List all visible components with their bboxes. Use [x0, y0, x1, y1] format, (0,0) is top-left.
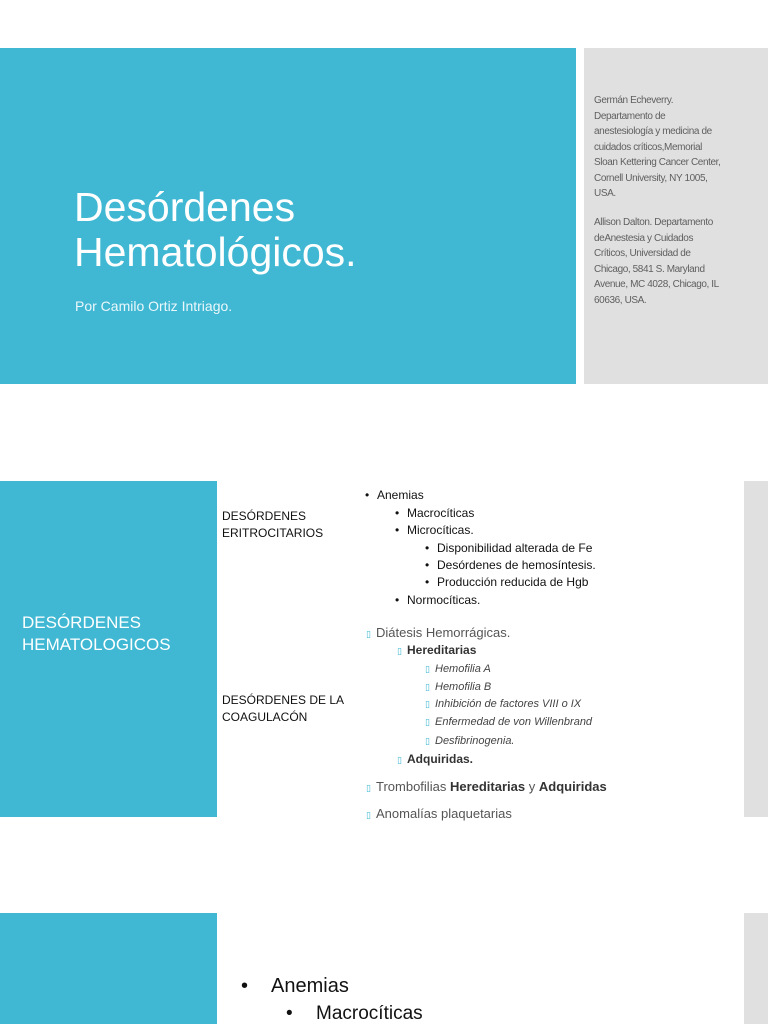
list-item	[425, 696, 581, 712]
list-item	[425, 574, 588, 590]
label-line: DESÓRDENES	[222, 509, 307, 523]
list-item	[366, 806, 512, 823]
credit-line: cuidados críticos,Memorial	[594, 141, 702, 153]
triangle-bullet-icon: ▯	[425, 664, 430, 674]
label-line: DESÓRDENES DE LA	[222, 693, 345, 707]
list-item-text: Macrocíticas	[407, 506, 475, 520]
triangle-bullet-icon: ▯	[366, 629, 371, 639]
credit-line: Departamento de	[594, 110, 666, 122]
bullet-icon: •	[395, 506, 400, 520]
triangle-bullet-icon: ▯	[366, 810, 371, 820]
list-item-text: Hereditarias	[449, 779, 526, 794]
triangle-bullet-icon: ▯	[366, 783, 371, 793]
list-item-text: Desórdenes de hemosíntesis.	[437, 558, 596, 572]
list-item-text: Hereditarias	[407, 643, 477, 657]
bullet-icon: •	[425, 575, 430, 589]
list-item	[366, 779, 607, 796]
credit-line: Allison Dalton. Departamento	[594, 217, 713, 228]
triangle-bullet-icon: ▯	[425, 717, 430, 727]
triangle-bullet-icon: ▯	[425, 699, 430, 709]
bullet-icon: •	[395, 523, 400, 537]
list-item-text: Enfermedad de von Willenbrand	[435, 716, 593, 728]
bullet-icon: •	[365, 488, 370, 502]
triangle-bullet-icon: ▯	[425, 682, 430, 692]
list-item	[425, 540, 592, 556]
credit-line: Críticos, Universidad de	[594, 248, 691, 259]
credit-echeverry	[594, 93, 762, 202]
list-item	[425, 661, 491, 677]
slide-title-line-2: Hematológicos.	[74, 229, 357, 275]
list-item	[241, 975, 349, 998]
slide-title	[74, 185, 554, 275]
slide-subtitle: Por Camilo Ortiz Intriago.	[75, 298, 233, 314]
list-item	[395, 592, 480, 608]
section-title-line: DESÓRDENES	[22, 613, 142, 632]
bullet-icon: •	[395, 593, 400, 607]
list-item	[397, 751, 473, 768]
list-item	[395, 505, 474, 521]
list-item-text: Hemofilia B	[435, 681, 492, 693]
list-item-text: Anemias	[271, 975, 349, 997]
triangle-bullet-icon: ▯	[397, 755, 402, 765]
credit-line: anestesiología y medicina de	[594, 126, 712, 137]
section-title-line: HEMATOLOGICOS	[22, 635, 171, 654]
list-item-text: Inhibición de factores VIII o IX	[435, 698, 582, 710]
list-item-text: y	[528, 779, 536, 794]
list-item-text: Hemofilia A	[435, 663, 491, 675]
next-slide-panel	[0, 913, 217, 1024]
credit-line: 60636, USA.	[594, 294, 647, 306]
credit-line: Cornell University, NY 1005,	[594, 172, 708, 184]
credit-line: Germán Echeverry.	[594, 95, 674, 106]
list-item	[397, 642, 476, 659]
bullet-icon: •	[425, 541, 430, 555]
list-item	[366, 625, 510, 642]
triangle-bullet-icon: ▯	[425, 736, 430, 746]
bullet-icon: •	[241, 975, 249, 997]
list-item-text: Producción reducida de Hgb	[437, 575, 589, 589]
list-item	[286, 1003, 423, 1025]
list-item-text: Anemias	[377, 488, 424, 502]
list-item-text: Normocíticas.	[407, 593, 481, 607]
list-item	[425, 733, 515, 749]
list-item	[425, 679, 491, 695]
list-item	[365, 487, 424, 503]
list-item-text: Adquiridas	[538, 779, 607, 794]
list-item-text: Adquiridas.	[407, 752, 474, 766]
credit-line: deAnestesia y Cuidados	[594, 232, 694, 244]
bullet-icon: •	[425, 558, 430, 572]
bullet-icon: •	[286, 1003, 293, 1024]
label-coagulacion	[222, 692, 344, 726]
label-eritrocitarios	[222, 508, 323, 542]
list-item-text: Diátesis Hemorrágicas.	[376, 625, 511, 640]
label-line: COAGULACÓN	[222, 710, 308, 724]
section-title	[22, 612, 171, 656]
list-item-text: Microcíticas.	[407, 523, 474, 537]
list-item	[425, 714, 592, 730]
slide-title-line-1: Desórdenes	[74, 184, 296, 230]
list-item-text: Desfibrinogenia.	[435, 735, 515, 747]
credit-line: Avenue, MC 4028, Chicago, IL	[594, 279, 719, 290]
credit-line: USA.	[594, 188, 616, 199]
list-item-text: Trombofilias	[376, 779, 447, 794]
label-line: ERITROCITARIOS	[222, 526, 324, 540]
credit-line: Sloan Kettering Cancer Center,	[594, 157, 721, 168]
list-item-text: Disponibilidad alterada de Fe	[437, 541, 593, 555]
list-item-text: Anomalías plaquetarias	[376, 806, 512, 821]
credit-dalton	[594, 215, 762, 308]
triangle-bullet-icon: ▯	[397, 646, 402, 656]
list-item-text: Macrocíticas	[316, 1003, 423, 1024]
list-item	[395, 522, 474, 538]
list-item	[425, 557, 596, 573]
credit-line: Chicago, 5841 S. Maryland	[594, 263, 705, 275]
side-strip	[744, 481, 768, 817]
side-strip	[744, 913, 768, 1024]
